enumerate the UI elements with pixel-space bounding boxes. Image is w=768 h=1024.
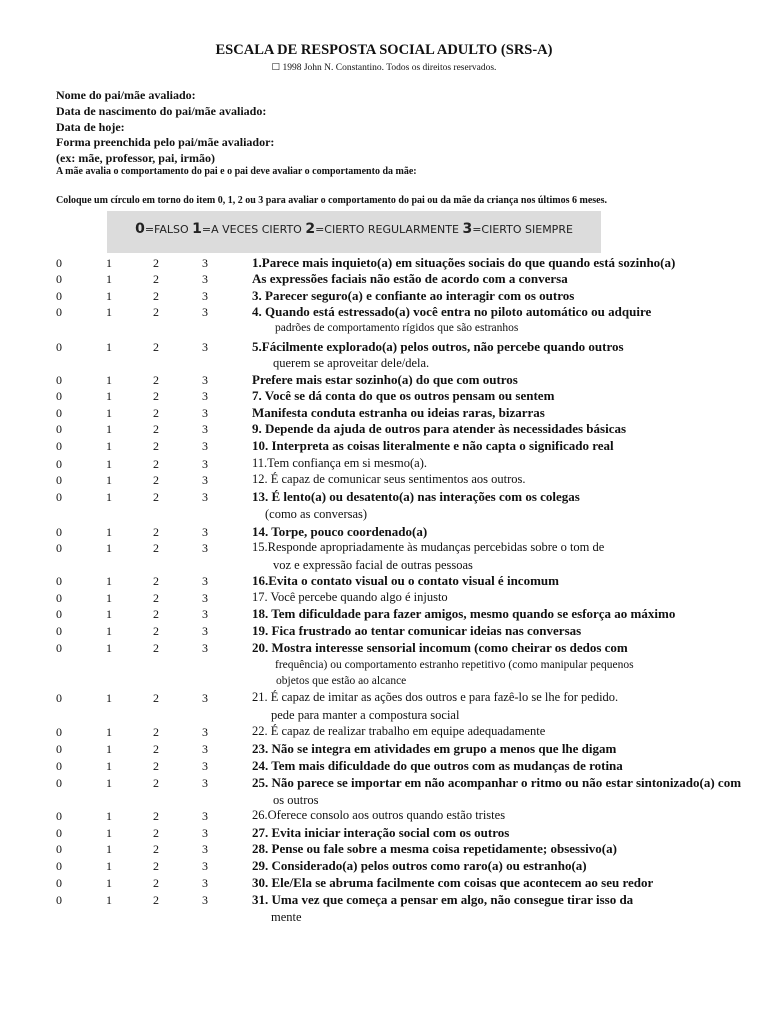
item-text: 7. Você se dá conta do que os outros pensam ou sentem (252, 388, 555, 403)
score-option-3[interactable]: 3 (202, 859, 208, 873)
rater-note: A mãe avalia o comportamento do pai e o pai deve avaliar o comportamento da mãe: (56, 166, 417, 177)
item-text: 23. Não se integra em atividades em grupo a menos que lhe digam (252, 741, 617, 756)
score-option-3[interactable]: 3 (202, 256, 208, 270)
score-option-0[interactable]: 0 (56, 525, 62, 539)
score-option-2[interactable]: 2 (153, 691, 159, 705)
score-option-0[interactable]: 0 (56, 272, 62, 286)
score-option-0[interactable]: 0 (56, 289, 62, 303)
score-option-2[interactable]: 2 (153, 624, 159, 638)
score-option-2[interactable]: 2 (153, 439, 159, 453)
item-text: Manifesta conduta estranha ou ideias raras, bizarras (252, 405, 545, 420)
score-option-2[interactable]: 2 (153, 473, 159, 487)
score-option-1[interactable]: 1 (106, 691, 112, 705)
score-option-3[interactable]: 3 (202, 406, 208, 420)
item-text-continuation: os outros (273, 793, 319, 807)
score-option-0[interactable]: 0 (56, 439, 62, 453)
score-option-0[interactable]: 0 (56, 457, 62, 471)
score-option-3[interactable]: 3 (202, 776, 208, 790)
score-option-2[interactable]: 2 (153, 826, 159, 840)
score-option-3[interactable]: 3 (202, 340, 208, 354)
score-option-2[interactable]: 2 (153, 876, 159, 890)
item-text: 26.Oferece consolo aos outros quando estão tristes (252, 808, 506, 822)
item-text: 18. Tem dificuldade para fazer amigos, mesmo quando se esforça ao máximo (252, 606, 676, 621)
item-row (0, 776, 768, 793)
field-parent-name: Nome do pai/mãe avaliado: (56, 88, 196, 102)
score-option-1[interactable]: 1 (106, 876, 112, 890)
score-option-2[interactable]: 2 (153, 525, 159, 539)
item-row (0, 389, 768, 406)
score-option-1[interactable]: 1 (106, 340, 112, 354)
item-text: 5.Fácilmente explorado(a) pelos outros, não percebe quando outros (252, 339, 624, 354)
score-option-0[interactable]: 0 (56, 256, 62, 270)
score-option-0[interactable]: 0 (56, 691, 62, 705)
item-row (0, 893, 768, 910)
item-text: 27. Evita iniciar interação social com os outros (252, 825, 510, 840)
score-option-3[interactable]: 3 (202, 389, 208, 403)
score-option-0[interactable]: 0 (56, 876, 62, 890)
score-option-3[interactable]: 3 (202, 842, 208, 856)
page-title: ESCALA DE RESPOSTA SOCIAL ADULTO (SRS-A) (215, 42, 553, 58)
item-row (0, 490, 768, 507)
score-option-0[interactable]: 0 (56, 422, 62, 436)
score-option-3[interactable]: 3 (202, 826, 208, 840)
item-row (0, 809, 768, 826)
score-option-3[interactable]: 3 (202, 876, 208, 890)
score-option-0[interactable]: 0 (56, 473, 62, 487)
item-text: 13. É lento(a) ou desatento(a) nas interações com os colegas (252, 489, 580, 504)
item-text: 19. Fica frustrado ao tentar comunicar ideias nas conversas (252, 623, 582, 638)
score-option-1[interactable]: 1 (106, 406, 112, 420)
score-option-3[interactable]: 3 (202, 742, 208, 756)
item-text: 20. Mostra interesse sensorial incomum (como cheirar os dedos com (252, 640, 628, 655)
item-text: 31. Uma vez que começa a pensar em algo, não consegue tirar isso da (252, 892, 634, 907)
score-option-3[interactable]: 3 (202, 272, 208, 286)
item-text: As expressões faciais não estão de acordo com a conversa (252, 271, 568, 286)
score-option-3[interactable]: 3 (202, 473, 208, 487)
score-option-1[interactable]: 1 (106, 439, 112, 453)
score-option-0[interactable]: 0 (56, 859, 62, 873)
item-row (0, 439, 768, 456)
score-option-0[interactable]: 0 (56, 759, 62, 773)
score-option-2[interactable]: 2 (153, 373, 159, 387)
score-option-2[interactable]: 2 (153, 742, 159, 756)
item-text: 4. Quando está estressado(a) você entra no piloto automático ou adquire (252, 304, 652, 319)
score-option-2[interactable]: 2 (153, 725, 159, 739)
field-filled-by-example: (ex: mãe, professor, pai, irmão) (56, 151, 215, 165)
instruction-text: Coloque um círculo em torno do item 0, 1, 2 ou 3 para avaliar o comportamento do pai ou da mãe da criança nos últimos 6 meses. (56, 195, 608, 206)
score-option-0[interactable]: 0 (56, 725, 62, 739)
score-option-2[interactable]: 2 (153, 641, 159, 655)
item-text: 29. Considerado(a) pelos outros como raro(a) ou estranho(a) (252, 858, 587, 873)
item-text: 16.Evita o contato visual ou o contato visual é incomum (252, 573, 559, 588)
score-option-0[interactable]: 0 (56, 842, 62, 856)
score-option-1[interactable]: 1 (106, 272, 112, 286)
score-option-1[interactable]: 1 (106, 641, 112, 655)
item-text-continuation: mente (271, 910, 302, 924)
score-option-1[interactable]: 1 (106, 541, 112, 555)
score-option-2[interactable]: 2 (153, 759, 159, 773)
score-option-1[interactable]: 1 (106, 591, 112, 605)
score-option-0[interactable]: 0 (56, 305, 62, 319)
item-row (0, 641, 768, 658)
item-text: 25. Não parece se importar em não acompanhar o ritmo ou não estar sintonizado(a) com (252, 775, 742, 790)
score-option-2[interactable]: 2 (153, 289, 159, 303)
item-row (0, 607, 768, 624)
score-option-0[interactable]: 0 (56, 624, 62, 638)
score-option-2[interactable]: 2 (153, 842, 159, 856)
score-option-3[interactable]: 3 (202, 305, 208, 319)
score-option-1[interactable]: 1 (106, 574, 112, 588)
score-option-1[interactable]: 1 (106, 289, 112, 303)
item-row (0, 842, 768, 859)
score-option-1[interactable]: 1 (106, 473, 112, 487)
score-option-3[interactable]: 3 (202, 289, 208, 303)
item-text: Prefere mais estar sozinho(a) do que com outros (252, 372, 518, 387)
score-option-2[interactable]: 2 (153, 340, 159, 354)
score-option-2[interactable]: 2 (153, 272, 159, 286)
score-option-2[interactable]: 2 (153, 406, 159, 420)
item-text: 9. Depende da ajuda de outros para atender às necessidades básicas (252, 421, 627, 436)
item-text: 17. Você percebe quando algo é injusto (252, 590, 448, 604)
score-option-1[interactable]: 1 (106, 809, 112, 823)
score-option-2[interactable]: 2 (153, 541, 159, 555)
score-option-3[interactable]: 3 (202, 624, 208, 638)
score-option-3[interactable]: 3 (202, 490, 208, 504)
score-option-3[interactable]: 3 (202, 691, 208, 705)
score-option-1[interactable]: 1 (106, 842, 112, 856)
score-option-1[interactable]: 1 (106, 776, 112, 790)
item-text: 1.Parece mais inquieto(a) em situações sociais do que quando está sozinho(a) (252, 255, 676, 270)
score-option-1[interactable]: 1 (106, 859, 112, 873)
score-option-1[interactable]: 1 (106, 624, 112, 638)
item-row (0, 876, 768, 893)
score-option-2[interactable]: 2 (153, 776, 159, 790)
score-option-3[interactable]: 3 (202, 809, 208, 823)
score-option-3[interactable]: 3 (202, 541, 208, 555)
copyright-notice: ☐ 1998 John N. Constantino. Todos os direitos reservados. (271, 63, 497, 73)
score-option-1[interactable]: 1 (106, 373, 112, 387)
score-option-2[interactable]: 2 (153, 256, 159, 270)
score-option-3[interactable]: 3 (202, 439, 208, 453)
score-option-1[interactable]: 1 (106, 826, 112, 840)
item-row (0, 541, 768, 558)
score-option-2[interactable]: 2 (153, 809, 159, 823)
score-option-3[interactable]: 3 (202, 574, 208, 588)
score-option-1[interactable]: 1 (106, 893, 112, 907)
score-option-3[interactable]: 3 (202, 725, 208, 739)
score-option-0[interactable]: 0 (56, 490, 62, 504)
score-option-1[interactable]: 1 (106, 742, 112, 756)
field-todays-date: Data de hoje: (56, 120, 125, 134)
score-option-2[interactable]: 2 (153, 859, 159, 873)
item-row (0, 305, 768, 322)
score-option-1[interactable]: 1 (106, 422, 112, 436)
score-option-3[interactable]: 3 (202, 759, 208, 773)
score-option-3[interactable]: 3 (202, 641, 208, 655)
score-option-3[interactable]: 3 (202, 893, 208, 907)
score-option-0[interactable]: 0 (56, 641, 62, 655)
item-text-continuation: padrões de comportamento rígidos que são estranhos (275, 322, 519, 334)
score-option-1[interactable]: 1 (106, 525, 112, 539)
item-text-continuation: querem se aproveitar dele/dela. (273, 356, 430, 370)
item-row (0, 574, 768, 591)
item-text: 3. Parecer seguro(a) e confiante ao interagir com os outros (252, 288, 575, 303)
score-option-0[interactable]: 0 (56, 406, 62, 420)
score-option-2[interactable]: 2 (153, 574, 159, 588)
score-option-2[interactable]: 2 (153, 422, 159, 436)
item-text-continuation: voz e expressão facial de outras pessoas (273, 558, 473, 572)
item-text: 15.Responde apropriadamente às mudanças percebidas sobre o tom de (252, 540, 605, 554)
score-option-2[interactable]: 2 (153, 893, 159, 907)
item-text: 11.Tem confiança em si mesmo(a). (252, 456, 427, 470)
scale-legend: 0=FALSO 1=A VECES CIERTO 2=CIERTO REGULARMENTE 3=CIERTO SIEMPRE (135, 221, 573, 237)
item-text-continuation: (como as conversas) (265, 507, 368, 521)
item-text-continuation: pede para manter a compostura social (271, 708, 460, 722)
score-option-0[interactable]: 0 (56, 389, 62, 403)
item-row (0, 272, 768, 289)
item-text: 14. Torpe, pouco coordenado(a) (252, 524, 428, 539)
score-option-0[interactable]: 0 (56, 373, 62, 387)
item-row (0, 624, 768, 641)
score-option-1[interactable]: 1 (106, 607, 112, 621)
score-option-1[interactable]: 1 (106, 389, 112, 403)
item-text-continuation: objetos que estão ao alcance (276, 675, 407, 687)
score-option-0[interactable]: 0 (56, 574, 62, 588)
item-text: 12. É capaz de comunicar seus sentimentos aos outros. (252, 472, 526, 486)
score-option-3[interactable]: 3 (202, 373, 208, 387)
score-option-1[interactable]: 1 (106, 725, 112, 739)
item-row (0, 691, 768, 708)
item-text: 28. Pense ou fale sobre a mesma coisa repetidamente; obsessivo(a) (252, 841, 617, 856)
score-option-0[interactable]: 0 (56, 826, 62, 840)
item-text: 22. É capaz de realizar trabalho em equipe adequadamente (252, 724, 546, 738)
score-option-0[interactable]: 0 (56, 591, 62, 605)
score-option-3[interactable]: 3 (202, 607, 208, 621)
score-option-3[interactable]: 3 (202, 591, 208, 605)
score-option-0[interactable]: 0 (56, 607, 62, 621)
score-option-1[interactable]: 1 (106, 305, 112, 319)
score-option-0[interactable]: 0 (56, 541, 62, 555)
score-option-3[interactable]: 3 (202, 422, 208, 436)
score-option-1[interactable]: 1 (106, 490, 112, 504)
field-parent-birthdate: Data de nascimento do pai/mãe avaliado: (56, 104, 267, 118)
item-text: 21. É capaz de imitar as ações dos outros e para fazê-lo se lhe for pedido. (252, 690, 619, 704)
score-option-0[interactable]: 0 (56, 776, 62, 790)
item-row (0, 725, 768, 742)
item-row (0, 473, 768, 490)
score-option-0[interactable]: 0 (56, 809, 62, 823)
item-row (0, 742, 768, 759)
item-text: 30. Ele/Ela se abruma facilmente com coisas que acontecem ao seu redor (252, 875, 654, 890)
item-text-continuation: frequência) ou comportamento estranho repetitivo (como manipular pequenos (275, 659, 634, 671)
score-option-0[interactable]: 0 (56, 893, 62, 907)
item-text: 24. Tem mais dificuldade do que outros com as mudanças de rotina (252, 758, 623, 773)
score-option-1[interactable]: 1 (106, 256, 112, 270)
field-filled-by: Forma preenchida pelo pai/mãe avaliador: (56, 135, 275, 149)
item-row (0, 759, 768, 776)
item-text: 10. Interpreta as coisas literalmente e não capta o significado real (252, 438, 614, 453)
score-option-2[interactable]: 2 (153, 389, 159, 403)
item-row (0, 340, 768, 357)
score-option-2[interactable]: 2 (153, 607, 159, 621)
score-option-0[interactable]: 0 (56, 340, 62, 354)
score-option-1[interactable]: 1 (106, 759, 112, 773)
item-row (0, 422, 768, 439)
score-option-3[interactable]: 3 (202, 457, 208, 471)
score-option-1[interactable]: 1 (106, 457, 112, 471)
score-option-2[interactable]: 2 (153, 305, 159, 319)
score-option-2[interactable]: 2 (153, 591, 159, 605)
score-option-2[interactable]: 2 (153, 457, 159, 471)
score-option-3[interactable]: 3 (202, 525, 208, 539)
score-option-2[interactable]: 2 (153, 490, 159, 504)
item-row (0, 859, 768, 876)
score-option-0[interactable]: 0 (56, 742, 62, 756)
